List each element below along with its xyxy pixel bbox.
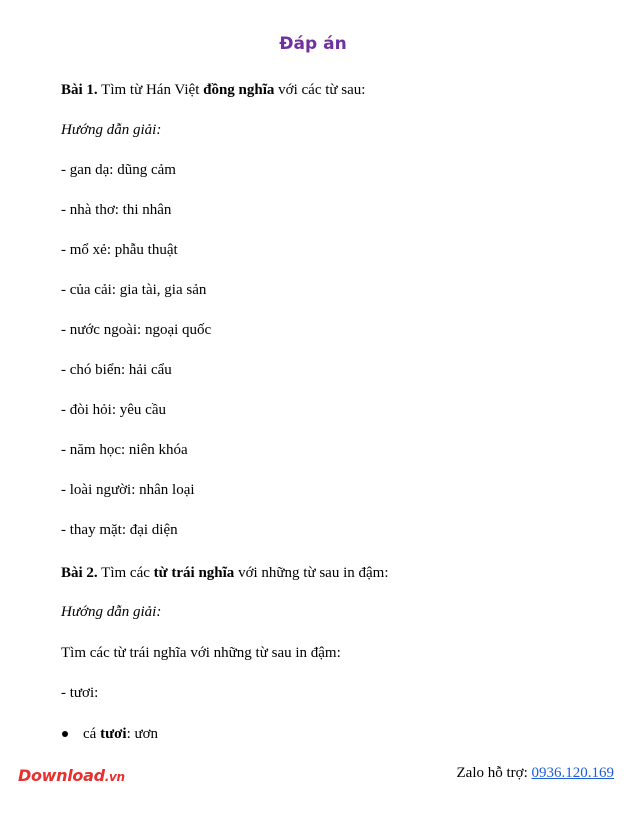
answer-item: - nước ngoài: ngoại quốc	[61, 322, 212, 338]
support-phone-link[interactable]: 0936.120.169	[531, 765, 614, 781]
answer-item: - gan dạ: dũng cảm	[61, 162, 176, 178]
bullet-dot-icon	[62, 731, 68, 737]
exercise-1-heading	[61, 82, 365, 99]
exercise-2-text-after: với những từ sau in đậm:	[234, 565, 389, 581]
logo-suffix: .vn	[104, 770, 125, 784]
answer-item: - của cải: gia tài, gia sản	[61, 282, 207, 298]
exercise-2-label: Bài 2.	[61, 565, 98, 581]
answer-item: - đòi hỏi: yêu cầu	[61, 402, 166, 418]
sub-heading: - tươi:	[61, 685, 99, 701]
answer-item: - chó biển: hải cẩu	[61, 362, 172, 378]
answer-item: - năm học: niên khóa	[61, 442, 188, 458]
download-logo[interactable]	[18, 766, 125, 785]
answer-item: - mổ xẻ: phẫu thuật	[61, 242, 178, 258]
exercise-1-text-after: với các từ sau:	[274, 82, 366, 98]
exercise-2-text-before: Tìm các	[97, 565, 154, 581]
exercise-2-guide: Hướng dẫn giải:	[61, 604, 162, 620]
bullet-prefix: cá	[83, 726, 101, 742]
logo-main: Download	[18, 766, 105, 785]
exercise-2-intro: Tìm các từ trái nghĩa với những từ sau in đậm:	[61, 645, 341, 661]
bullet-item	[83, 726, 158, 743]
bullet-suffix: : ươn	[126, 726, 159, 742]
exercise-2-keyword: từ trái nghĩa	[153, 565, 235, 581]
exercise-2-heading	[61, 565, 389, 582]
support-label: Zalo hỗ trợ:	[456, 765, 532, 781]
answer-item: - loài người: nhân loại	[61, 482, 195, 498]
exercise-1-guide: Hướng dẫn giải:	[61, 122, 162, 138]
answer-item: - thay mặt: đại diện	[61, 522, 178, 538]
bullet-keyword: tươi	[100, 726, 127, 742]
support-contact	[457, 765, 615, 782]
answer-item: - nhà thơ: thi nhân	[61, 202, 172, 218]
exercise-1-text-before: Tìm từ Hán Việt	[97, 82, 204, 98]
page-title: Đáp án	[279, 34, 347, 54]
exercise-1-keyword: đồng nghĩa	[203, 82, 275, 98]
exercise-1-label: Bài 1.	[61, 82, 98, 98]
